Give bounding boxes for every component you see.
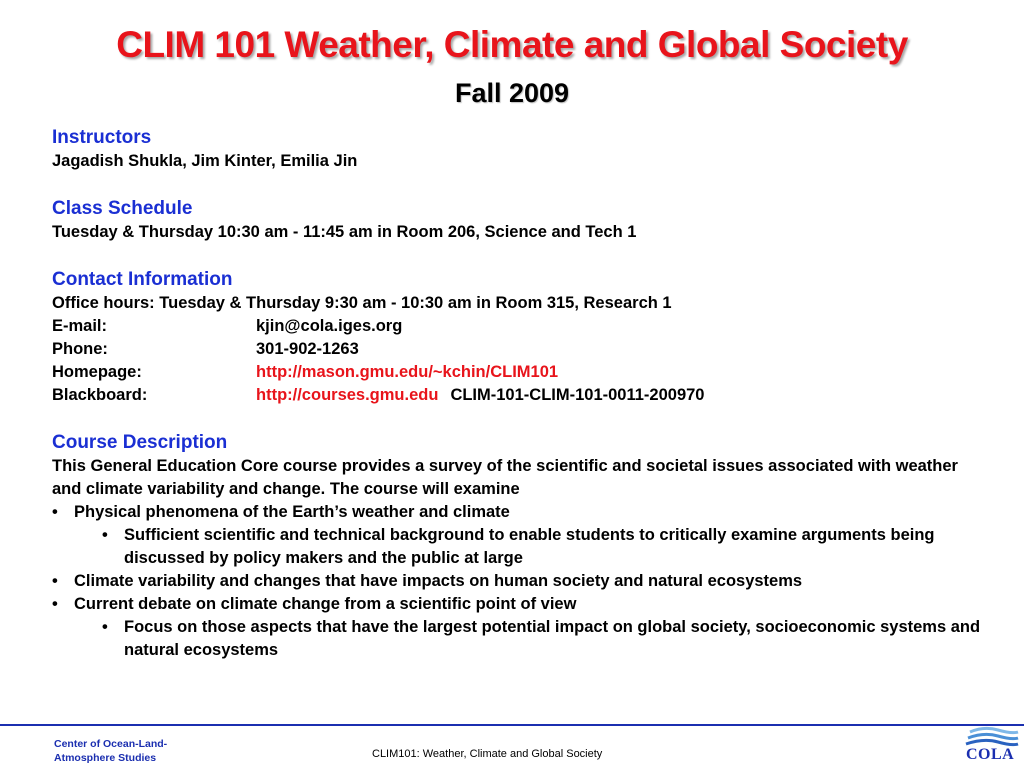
homepage-row xyxy=(52,361,982,384)
list-item xyxy=(52,593,982,616)
footer-course-title: CLIM101: Weather, Climate and Global Society xyxy=(372,748,603,760)
bullet-mark: • xyxy=(52,595,58,613)
bullet-mark: • xyxy=(52,572,58,590)
list-item-text: Physical phenomena of the Earth’s weather and climate xyxy=(74,503,510,521)
list-item xyxy=(52,570,982,593)
footer-org-line1: Center of Ocean-Land- xyxy=(54,738,168,750)
sub-list-item xyxy=(52,616,982,662)
schedule-heading: Class Schedule xyxy=(52,198,193,219)
blackboard-link[interactable]: http://courses.gmu.edu xyxy=(256,386,439,404)
blackboard-row xyxy=(52,384,982,407)
sub-list-item xyxy=(52,524,982,570)
blackboard-label: Blackboard: xyxy=(52,386,148,404)
list-item-text: Sufficient scientific and technical background to enable students to critically examine arguments being discussed by policy makers and the public at large xyxy=(124,526,935,567)
slide-content xyxy=(52,126,982,662)
slide-title: CLIM 101 Weather, Climate and Global Society xyxy=(116,24,908,65)
homepage-label: Homepage: xyxy=(52,363,142,381)
contact-heading: Contact Information xyxy=(52,269,233,290)
office-hours: Office hours: Tuesday & Thursday 9:30 am - 10:30 am in Room 315, Research 1 xyxy=(52,294,672,312)
spacer xyxy=(52,173,982,197)
cola-logo-text: COLA xyxy=(966,746,1015,763)
spacer xyxy=(52,407,982,431)
description-heading: Course Description xyxy=(52,432,228,453)
bullet-mark: • xyxy=(102,618,108,636)
footer-divider xyxy=(0,724,1024,726)
homepage-link[interactable]: http://mason.gmu.edu/~kchin/CLIM101 xyxy=(256,363,559,381)
blackboard-course-id: CLIM-101-CLIM-101-0011-200970 xyxy=(450,386,705,404)
slide-subtitle: Fall 2009 xyxy=(454,78,570,108)
phone-row xyxy=(52,338,982,361)
bullet-mark: • xyxy=(102,526,108,544)
list-item-text: Focus on those aspects that have the largest potential impact on global society, socioeconomic systems and natural ecosystems xyxy=(124,618,981,659)
list-item-text: Current debate on climate change from a scientific point of view xyxy=(74,595,577,613)
phone-value: 301-902-1263 xyxy=(256,340,359,358)
email-value: kjin@cola.iges.org xyxy=(256,317,403,335)
schedule-text: Tuesday & Thursday 10:30 am - 11:45 am in Room 206, Science and Tech 1 xyxy=(52,223,637,241)
spacer xyxy=(52,244,982,268)
email-label: E-mail: xyxy=(52,317,108,335)
phone-label: Phone: xyxy=(52,340,108,358)
footer-org-line2: Atmosphere Studies xyxy=(54,752,157,764)
bullet-mark: • xyxy=(52,503,58,521)
instructors-names: Jagadish Shukla, Jim Kinter, Emilia Jin xyxy=(52,152,358,170)
description-intro: This General Education Core course provides a survey of the scientific and societal issues associated with weather and climate variability and change. The course will examine xyxy=(52,457,958,498)
list-item-text: Climate variability and changes that have impacts on human society and natural ecosystems xyxy=(74,572,803,590)
list-item xyxy=(52,501,982,524)
instructors-heading: Instructors xyxy=(52,127,152,148)
email-row xyxy=(52,315,982,338)
footer-organization xyxy=(54,737,167,765)
